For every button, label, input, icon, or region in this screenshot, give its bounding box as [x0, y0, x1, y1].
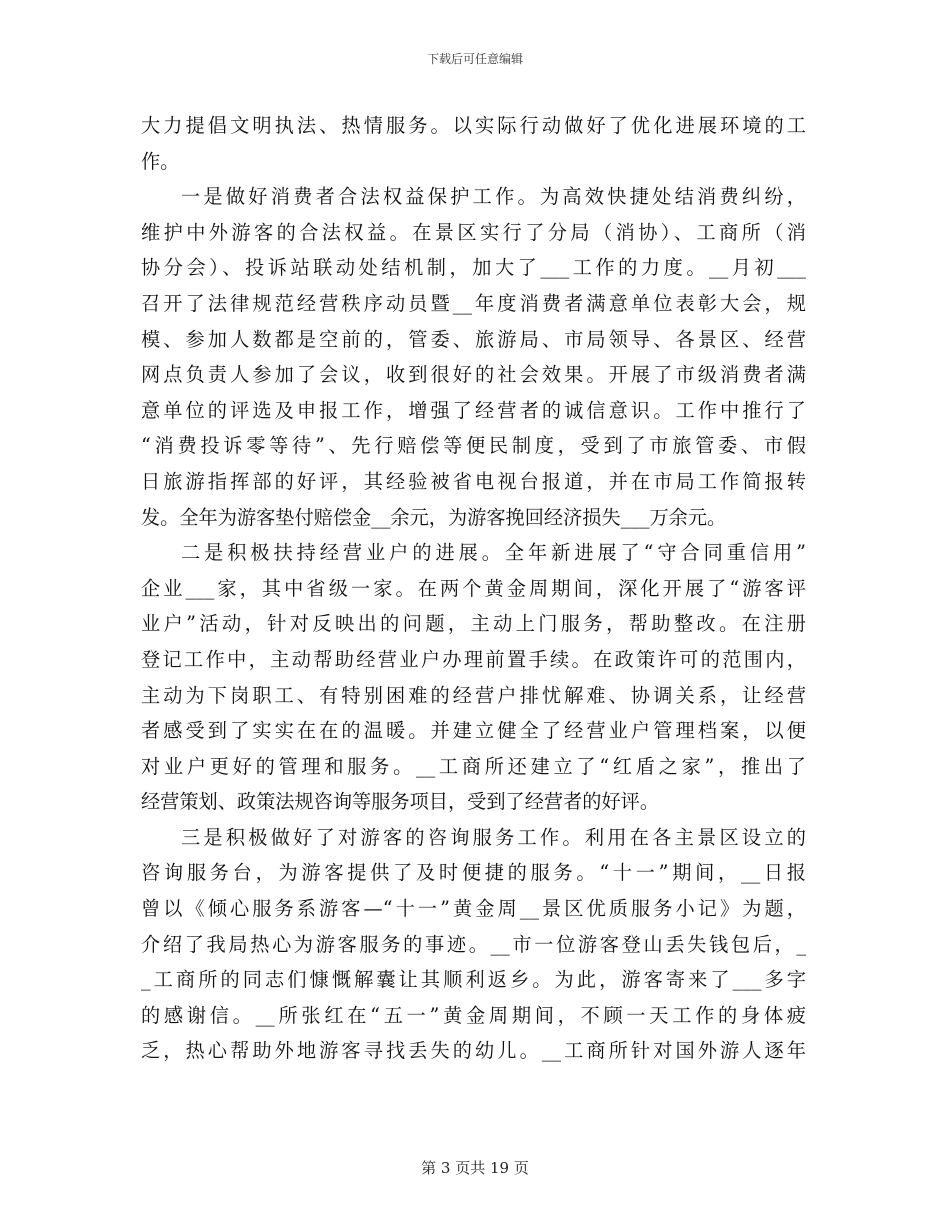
- text-line: 召开了法律规范经营秩序动员暨__年度消费者满意单位表彰大会，规: [141, 291, 806, 315]
- text-line: 主动为下岗职工、有特别困难的经营户排忧解难、协调关系，让经营: [141, 683, 806, 707]
- text-line: 大力提倡文明执法、热情服务。以实际行动做好了优化进展环境的工: [141, 114, 806, 137]
- document-body: [141, 108, 806, 1069]
- text-line: 网点负责人参加了会议，收到很好的社会效果。开展了市级消费者满: [141, 363, 806, 387]
- text-line: _工商所的同志们慷慨解囊让其顺利返乡。为此，游客寄来了___多字: [141, 968, 806, 992]
- text-line: 企业___家，其中省级一家。在两个黄金周期间，深化开展了“游客评: [141, 576, 806, 600]
- text-line: 曾以《倾心服务系游客—“十一”黄金周__景区优质服务小记》为题，: [141, 897, 806, 921]
- text-line: 协分会）、投诉站联动处结机制，加大了___工作的力度。__月初___: [141, 256, 806, 280]
- text-line: 者感受到了实实在在的温暖。并建立健全了经营业户管理档案，以便: [141, 719, 806, 743]
- text-line: 模、参加人数都是空前的，管委、旅游局、市局领导、各景区、经营: [141, 327, 806, 351]
- text-line: 意单位的评选及申报工作，增强了经营者的诚信意识。工作中推行了: [141, 398, 806, 422]
- page-number: 第 3 页共 19 页: [421, 1159, 529, 1177]
- text-line: 发。全年为游客垫付赔偿金__余元，为游客挽回经济损失___万余元。: [141, 505, 727, 529]
- text-line: 业户”活动，针对反映出的问题，主动上门服务，帮助整改。在注册: [141, 612, 806, 636]
- text-line: 二是积极扶持经营业户的进展。全年新进展了“守合同重信用”: [181, 541, 806, 565]
- text-line: 维护中外游客的合法权益。在景区实行了分局（消协）、工商所（消: [141, 220, 806, 244]
- page-header: 下载后可任意编辑: [426, 52, 523, 66]
- text-line: 作。: [141, 149, 180, 173]
- text-line: 经营策划、政策法规咨询等服务项目，受到了经营者的好评。: [141, 790, 660, 814]
- text-line: 三是积极做好了对游客的咨询服务工作。利用在各主景区设立的: [181, 825, 806, 849]
- text-line: 介绍了我局热心为游客服务的事迹。__市一位游客登山丢失钱包后，_: [141, 932, 806, 956]
- text-line: 对业户更好的管理和服务。__工商所还建立了“红盾之家”，推出了: [141, 754, 806, 778]
- text-line: 登记工作中，主动帮助经营业户办理前置手续。在政策许可的范围内，: [141, 647, 806, 671]
- text-line: 一是做好消费者合法权益保护工作。为高效快捷处结消费纠纷，: [181, 185, 806, 209]
- text-line: 咨询服务台，为游客提供了及时便捷的服务。“十一”期间，__日报: [141, 861, 806, 885]
- text-line: 乏，热心帮助外地游客寻找丢失的幼儿。__工商所针对国外游人逐年: [141, 1039, 806, 1063]
- text-line: 的感谢信。__所张红在“五一”黄金周期间，不顾一天工作的身体疲: [141, 1003, 806, 1027]
- text-line: “消费投诉零等待”、先行赔偿等便民制度，受到了市旅管委、市假: [141, 434, 806, 458]
- text-line: 日旅游指挥部的好评，其经验被省电视台报道，并在市局工作简报转: [141, 469, 806, 493]
